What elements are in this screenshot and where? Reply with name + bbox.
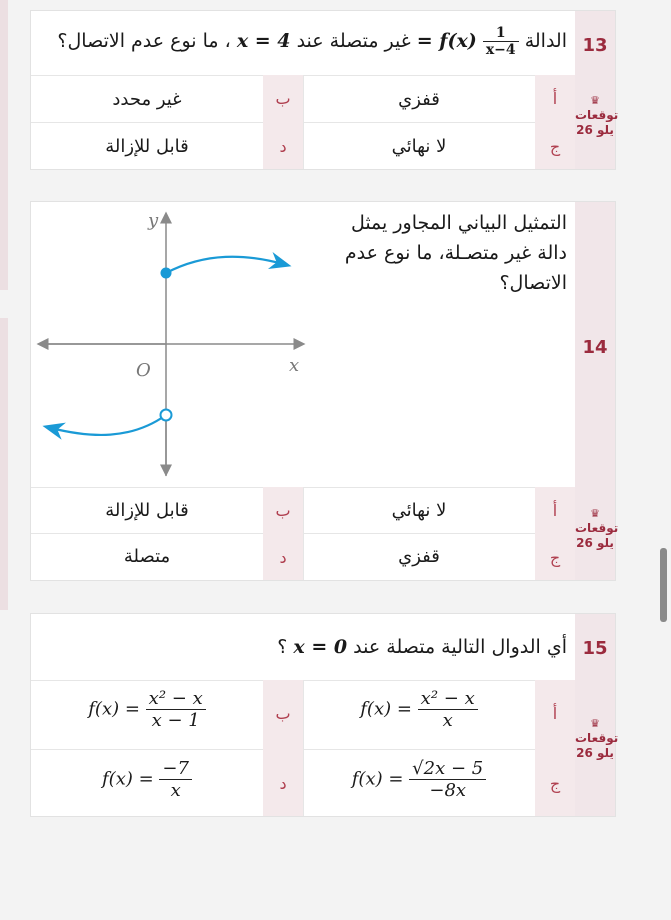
option-a-letter: أ [552,89,558,108]
crown-icon: ♛ [590,717,600,730]
question-text-suffix: ؟ [277,636,288,658]
function-lhs: f(x) = [102,768,154,790]
function-lhs: f(x) = [360,698,412,720]
left-margin-strip [0,318,8,610]
expectations-badge: ♛ توقعات يلو 26 [575,717,619,760]
y-axis-label: y [148,210,159,231]
option-d[interactable]: قابل للإزالة [105,136,189,157]
fraction: $\frac{√2x - 5}{-8x}$ [409,758,486,801]
scrollbar-thumb[interactable] [660,548,667,622]
option-d-letter: د [279,548,287,567]
option-c[interactable]: لا نهائي [391,136,447,157]
question-text-mid: غير متصلة عند [296,30,411,52]
left-margin-strip [0,0,8,290]
question-text-prefix: الدالة [524,30,567,52]
equation: x = 4 [236,30,291,52]
question-number: 15 [582,638,608,659]
expectations-badge: ♛ توقعات يلو 26 [575,507,619,550]
question-text [277,636,567,658]
question-number: 14 [582,337,608,358]
option-b-letter: ب [275,501,291,520]
function-expression: f(x) = [416,30,477,52]
equation: x = 0 [293,636,348,658]
function-lhs: f(x) = [88,698,140,720]
option-a[interactable]: لا نهائي [391,500,447,521]
question-text-prefix: أي الدوال التالية متصلة عند [353,636,567,658]
fraction: $\frac{\text{x² − x}}{x}$ [418,688,478,731]
option-b[interactable]: غير محدد [112,89,182,110]
option-c[interactable] [303,758,535,801]
option-d[interactable] [31,758,263,801]
fraction: $\frac{\text{x² − x}}{x - 1}$ [146,688,206,731]
question-13-card [30,10,619,170]
question-number: 13 [582,35,608,56]
crown-icon: ♛ [590,507,600,520]
fraction: $\frac{-7}{x}$ [159,758,192,801]
origin-label: O [136,360,151,381]
option-c-letter: ج [549,137,561,156]
question-text [57,25,567,58]
option-c[interactable]: قفزي [398,546,440,567]
option-a[interactable]: قفزي [398,89,440,110]
crown-icon: ♛ [590,94,600,107]
option-c-letter: ج [549,774,561,793]
upper-curve [166,257,283,273]
option-d[interactable]: متصلة [123,546,171,567]
expectations-badge: ♛ توقعات يلو 26 [575,94,619,137]
option-b[interactable]: قابل للإزالة [105,500,189,521]
closed-dot [161,268,172,279]
question-14-card [30,201,619,581]
option-b[interactable] [31,688,263,731]
function-lhs: f(x) = [351,768,404,790]
option-b-letter: ب [275,704,291,723]
option-a[interactable] [303,688,535,731]
option-a-letter: أ [552,501,558,520]
question-text-suffix: ، ما نوع عدم الاتصال؟ [57,30,231,52]
question-15-card [30,613,619,817]
option-c-letter: ج [549,548,561,567]
discontinuity-graph [31,202,321,487]
question-text: التمثيل البياني المجاور يمثل دالة غير متصـلة، ما نوع عدم الاتصال؟ [344,212,567,294]
option-a-letter: أ [552,704,558,723]
option-d-letter: د [279,137,287,156]
fraction: $\frac{1}{x-4}$ [483,25,519,58]
option-b-letter: ب [275,89,291,108]
open-dot [161,410,172,421]
x-axis-label: x [289,355,300,376]
lower-curve [51,415,166,435]
option-d-letter: د [279,774,287,793]
